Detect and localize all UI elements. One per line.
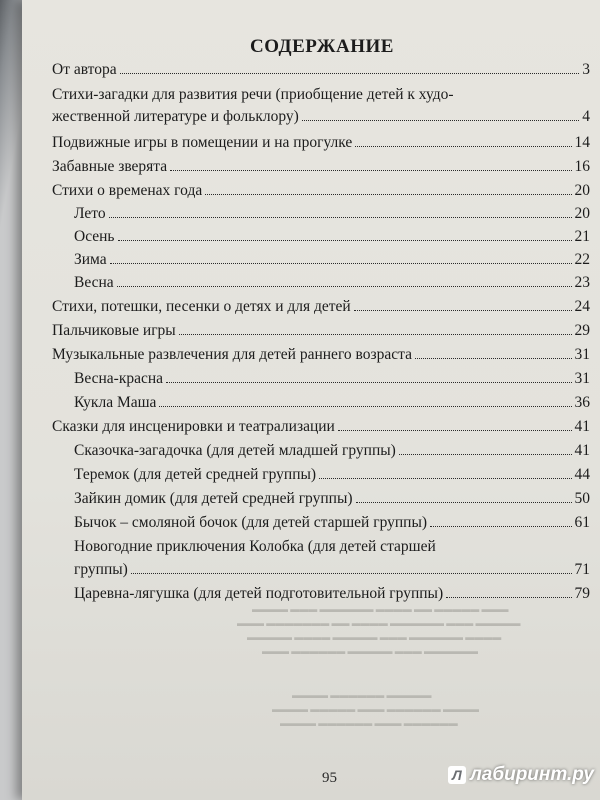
toc-entry-page: 14 (574, 134, 590, 151)
toc-entry (52, 181, 590, 201)
toc-entry-title: Весна-красна (74, 370, 164, 387)
toc-entry (52, 297, 590, 317)
dot-leader (159, 406, 571, 407)
toc-entry-page: 23 (574, 274, 590, 291)
toc-subentry (74, 560, 590, 580)
watermark-text: лабиринт.ру (469, 764, 594, 785)
toc-entry-title: Сказочка-загадочка (для детей младшей группы) (74, 442, 396, 459)
toc-entry-title: Зима (74, 251, 107, 268)
toc-entry-title: Стихи о временах года (52, 182, 203, 199)
toc-entry-title: Новогодние приключения Колобка (для детей старшей (74, 538, 436, 555)
toc-entry-page: 31 (574, 370, 590, 387)
toc-entry-page: 20 (574, 182, 590, 199)
dot-leader (131, 573, 572, 574)
toc-entry-title-cont: жественной литературе и фольклору) (52, 108, 299, 125)
dot-leader (319, 478, 571, 479)
toc-entry-title: Подвижные игры в помещении и на прогулке (52, 134, 353, 151)
dot-leader (118, 240, 572, 241)
toc-entry-page: 4 (582, 108, 590, 125)
toc-entry-title-cont: группы) (74, 561, 128, 578)
toc-entry (52, 157, 590, 177)
toc-entry-title: Царевна-лягушка (для детей подготовительной группы) (74, 585, 444, 602)
toc-entry-page: 3 (582, 61, 590, 78)
toc-entry-page: 31 (574, 346, 590, 363)
toc-entry-title: Сказки для инсценировки и театрализации (52, 418, 335, 435)
toc-subentry (74, 465, 590, 485)
dot-leader (302, 120, 579, 121)
book-page: СОДЕРЖАНИЕ От автора 3 Стихи-загадки для развития речи (приобщение детей к худо- жественной литературе и фольклору) 4 Подвижные игры в помещении и на прогулке 14 Забавные зверята 16 Стихи о временах года 20 Лето 20 Осень 21 Зима 22 Весна 23 Стихи, потешки, песенки о детях и для детей 24 Пальчиковые игры 29 Музыкальные развлечения для детей раннего возраста 31 Весна-красна 31 Кукла Маша 36 Сказки для инсценировки и театрализации 41 Сказочка-загадочка (для детей младшей группы) 41 Теремок (для детей средней группы) 44 Зайкин домик (для детей средней группы) 50 Бычок – смоляной бочок (для детей старшей группы) 61 Новогодние приключения Колобка (для детей старшей группы) 71 Царевна-лягушка (для детей подготовительной группы) 79 ▬▬▬ ▬▬▬▬▬ ▬▬ ▬▬▬▬ ▬▬▬▬▬▬ ▬▬▬ ▬▬▬▬ ▬▬▬▬▬ ▬▬▬ ▬▬▬▬▬▬ ▬▬▬▬ ▬▬ ▬▬▬▬▬▬▬ ▬▬▬ ▬▬▬▬ ▬▬▬▬▬▬ ▬▬▬ ▬▬▬▬▬ ▬▬▬▬ ▬▬▬▬▬ ▬▬▬▬▬▬ ▬▬▬ ▬▬▬▬▬ ▬▬▬▬▬▬ ▬▬▬ ▬▬▬▬▬ ▬▬▬▬▬▬ ▬▬▬▬ ▬▬▬▬ ▬▬▬▬▬▬ ▬▬▬ ▬▬▬▬▬ ▬▬▬▬ ▬▬▬▬▬▬ ▬▬▬ ▬▬▬▬▬▬ ▬▬▬▬ 95 (22, 0, 600, 800)
toc-subentry (74, 584, 590, 604)
dot-leader (110, 263, 572, 264)
toc-subentry (74, 227, 590, 247)
toc-entry (52, 345, 590, 365)
toc-entry (52, 133, 590, 153)
toc-entry-page: 29 (574, 322, 590, 339)
toc-subentry (74, 250, 590, 270)
toc-entry-title: Теремок (для детей средней группы) (74, 466, 317, 483)
toc-subentry (74, 393, 590, 413)
toc-entry-page: 24 (574, 298, 590, 315)
dot-leader (446, 597, 571, 598)
labirint-logo-icon: Л (448, 766, 466, 784)
toc-subentry (74, 369, 590, 389)
dot-leader (109, 217, 572, 218)
toc-subentry (74, 489, 590, 509)
toc-entry (52, 321, 590, 341)
dot-leader (179, 334, 572, 335)
toc-entry-page: 44 (574, 466, 590, 483)
toc-entry-page: 22 (574, 251, 590, 268)
toc-entry-page: 50 (574, 490, 590, 507)
toc-entry-title: Пальчиковые игры (52, 322, 176, 339)
toc-subentry (74, 513, 590, 533)
toc-entry-title: От автора (52, 61, 117, 78)
toc-entry-page: 79 (574, 585, 590, 602)
toc-entry-page: 16 (574, 158, 590, 175)
toc-subentry (74, 204, 590, 224)
toc-entry-page: 21 (574, 228, 590, 245)
toc-entry-title: Кукла Маша (74, 394, 157, 411)
page-number: 95 (322, 770, 337, 786)
watermark (448, 764, 594, 786)
toc-entry-title: Осень (74, 228, 115, 245)
toc-entry (52, 417, 590, 437)
toc-entry-page: 61 (574, 514, 590, 531)
toc-entry (52, 60, 590, 80)
toc-entry-title: Бычок – смоляной бочок (для детей старшей группы) (74, 514, 428, 531)
dot-leader (415, 358, 572, 359)
dot-leader (399, 454, 572, 455)
toc-subentry (74, 273, 590, 293)
toc-entry (52, 107, 590, 127)
dot-leader (120, 73, 580, 74)
toc-entry-page: 71 (574, 561, 590, 578)
toc-entry-title: Музыкальные развлечения для детей раннего возраста (52, 346, 412, 363)
table-of-contents (22, 0, 600, 800)
toc-entry-page: 36 (574, 394, 590, 411)
toc-entry-title: Стихи-загадки для развития речи (приобщение детей к худо- (52, 86, 454, 103)
dot-leader (170, 170, 571, 171)
dot-leader (338, 430, 572, 431)
dot-leader (354, 310, 572, 311)
toc-entry-title: Забавные зверята (52, 158, 168, 175)
dot-leader (205, 194, 571, 195)
toc-entry-title: Весна (74, 274, 114, 291)
toc-subentry (74, 441, 590, 461)
dot-leader (166, 382, 571, 383)
dot-leader (355, 146, 571, 147)
toc-entry-title: Зайкин домик (для детей средней группы) (74, 490, 353, 507)
dot-leader (117, 286, 572, 287)
dot-leader (356, 502, 572, 503)
toc-entry-page: 41 (574, 418, 590, 435)
toc-entry-title: Стихи, потешки, песенки о детях и для детей (52, 298, 351, 315)
toc-entry-page: 20 (574, 205, 590, 222)
toc-entry-title: Лето (74, 205, 106, 222)
dot-leader (430, 526, 571, 527)
toc-entry-page: 41 (574, 442, 590, 459)
page-title: СОДЕРЖАНИЕ (250, 36, 394, 57)
